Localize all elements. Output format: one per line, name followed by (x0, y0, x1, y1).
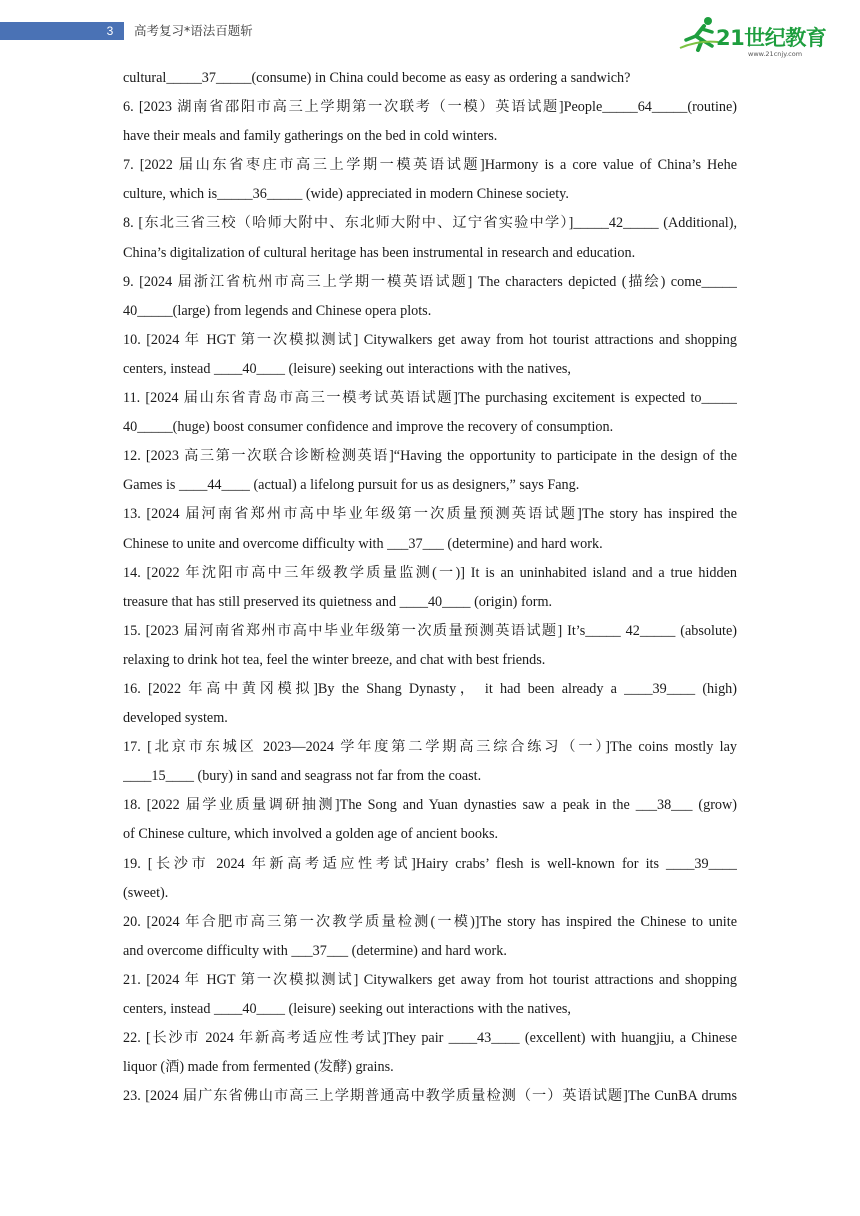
text-line: 13. [2024 届河南省郑州市高中毕业年级第一次质量预测英语试题]The story has inspired the (123, 506, 737, 523)
text-line: culture, which is_____36_____ (wide) appreciated in modern Chinese society. (123, 186, 569, 203)
text-line: treasure that has still preserved its quietness and ____40____ (origin) form. (123, 593, 553, 610)
text-line: 20. [2024 年合肥市高三第一次教学质量检测(一模)]The story has inspired the Chinese to unite (123, 913, 737, 930)
text-line: 21. [2024 年 HGT 第一次模拟测试] Citywalkers get away from hot tourist attractions and shopping (123, 971, 737, 988)
logo (678, 14, 838, 62)
text-line: and overcome difficulty with ___37___ (determine) and hard work. (123, 942, 507, 959)
text-line: centers, instead ____40____ (leisure) seeking out interactions with the natives, (123, 1001, 571, 1017)
text-line: 23. [2024 届广东省佛山市高三上学期普通高中教学质量检测（一）英语试题]The CunBA drums (123, 1088, 737, 1105)
text-line: 16. [2022 年高中黄冈模拟]By the Shang Dynasty， it had been already a ____39____ (high) (123, 680, 737, 697)
logo-text: 21世纪教育 (716, 26, 827, 50)
text-line: 40_____(huge) boost consumer confidence and improve the recovery of consumption. (123, 419, 614, 436)
text-line: China’s digitalization of cultural heritage has been instrumental in research and education. (123, 244, 636, 261)
text-line: 8. [东北三省三校（哈师大附中、东北师大附中、辽宁省实验中学）]_____42_____ (Additional), (123, 215, 737, 232)
text-line: cultural_____37_____(consume) in China could become as easy as ordering a sandwich? (123, 70, 631, 86)
text-line: (sweet). (123, 884, 169, 901)
text-line: 7. [2022 届山东省枣庄市高三上学期一模英语试题]Harmony is a core value of China’s Hehe (123, 157, 737, 174)
text-line: liquor (酒) made from fermented (发酵) grains. (123, 1059, 394, 1076)
text-line: centers, instead ____40____ (leisure) seeking out interactions with the natives, (123, 360, 571, 377)
page-number: 3 (106, 24, 114, 38)
text-line: 14. [2022 年沈阳市高中三年级教学质量监测(一)] It is an uninhabited island and a true hidden (123, 564, 737, 581)
text-line: of Chinese culture, which involved a golden age of ancient books. (123, 826, 499, 843)
text-line: Games is ____44____ (actual) a lifelong pursuit for us as designers,” says Fang. (123, 477, 580, 494)
logo-url: www.21cnjy.com (748, 50, 803, 58)
text-line: 19. [长沙市 2024 年新高考适应性考试]Hairy crabs’ flesh is well-known for its ____39____ (123, 855, 737, 872)
text-line: 12. [2023 高三第一次联合诊断检测英语]“Having the opportunity to participate in the design of the (123, 448, 737, 465)
text-line: 6. [2023 湖南省邵阳市高三上学期第一次联考（一模）英语试题]People_____64_____(routine) (123, 99, 737, 116)
text-line: 11. [2024 届山东省青岛市高三一模考试英语试题]The purchasing excitement is expected to_____ (123, 390, 737, 407)
text-line: 22. [长沙市 2024 年新高考适应性考试]They pair ____43____ (excellent) with huangjiu, a Chinese (123, 1030, 737, 1047)
text-line: 17. [北京市东城区 2023—2024 学年度第二学期高三综合练习（一）]The coins mostly lay (123, 739, 737, 756)
text-line: 18. [2022 届学业质量调研抽测]The Song and Yuan dynasties saw a peak in the ___38___ (grow) (123, 797, 737, 814)
text-line: ____15____ (bury) in sand and seagrass not far from the coast. (123, 768, 482, 785)
text-line: 9. [2024 届浙江省杭州市高三上学期一模英语试题] The characters depicted (描绘) come_____ (123, 273, 737, 290)
document-body (123, 64, 737, 1111)
header-title: 高考复习*语法百题斩 (134, 23, 253, 38)
text-line: 15. [2023 届河南省郑州市高中毕业年级第一次质量预测英语试题] It’s_____ 42_____ (absolute) (123, 622, 737, 639)
text-line: relaxing to drink hot tea, feel the winter breeze, and chat with best friends. (123, 651, 546, 668)
text-line: have their meals and family gatherings on the bed in cold winters. (123, 128, 498, 145)
text-line: 10. [2024 年 HGT 第一次模拟测试] Citywalkers get away from hot tourist attractions and shopping (123, 331, 737, 348)
text-line: Chinese to unite and overcome difficulty with ___37___ (determine) and hard work. (123, 535, 603, 552)
text-line: developed system. (123, 710, 228, 727)
text-line: 40_____(large) from legends and Chinese opera plots. (123, 302, 432, 319)
